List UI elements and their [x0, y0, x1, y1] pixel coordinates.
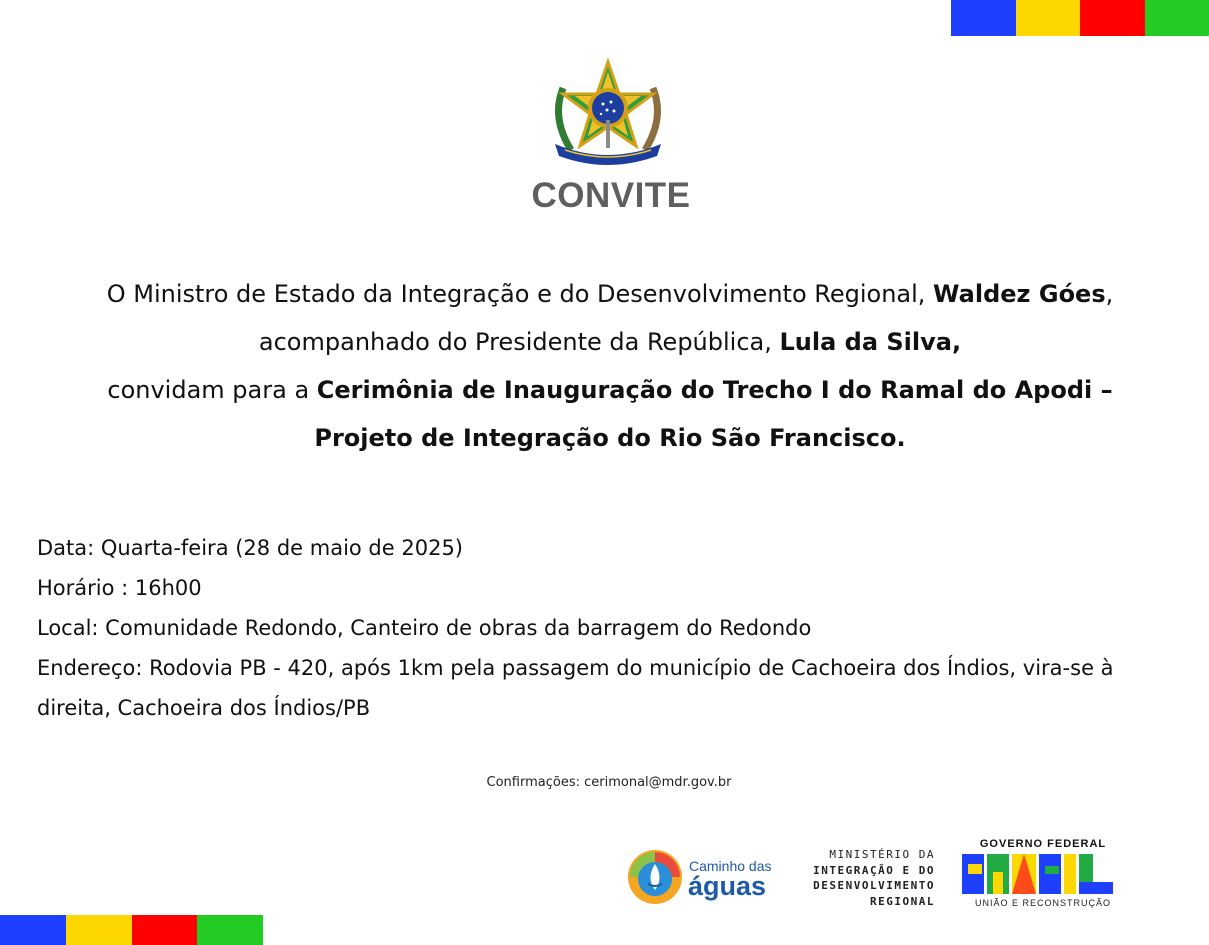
stripe-blue	[0, 915, 66, 945]
mdr-line-3: DESENVOLVIMENTO	[813, 879, 935, 892]
brasil-wordmark	[960, 852, 1126, 896]
intro-line-3	[20, 366, 1200, 414]
governo-federal-logo	[958, 838, 1128, 918]
confirmation-contact: Confirmações: cerimonal@mdr.gov.br	[486, 775, 732, 790]
president-name: Lula da Silva,	[779, 328, 962, 356]
intro-line-3-text: convidam para a	[107, 376, 317, 404]
brasil-text: BRASIL	[960, 852, 964, 853]
top-color-stripe	[951, 0, 1209, 36]
stripe-green	[197, 915, 263, 945]
caminho-label: Caminho das	[689, 858, 772, 874]
intro-line-4	[20, 414, 1200, 462]
stripe-yellow	[66, 915, 132, 945]
aguas-label: águas	[688, 871, 767, 901]
intro-line-1-end: ,	[1105, 280, 1114, 308]
intro-line-2	[20, 318, 1200, 366]
mdr-line-2: INTEGRAÇÃO E DO	[813, 863, 935, 877]
event-date: Data: Quarta-feira (28 de maio de 2025)	[37, 536, 463, 560]
gov-top-label: GOVERNO FEDERAL	[979, 838, 1107, 850]
project-name: Projeto de Integração do Rio São Francisco.	[314, 424, 906, 452]
caminho-das-aguas-logo	[626, 848, 776, 906]
event-details	[37, 528, 1172, 728]
stripe-green	[1145, 0, 1209, 36]
stripe-red	[1080, 0, 1145, 36]
intro-line-1	[20, 270, 1200, 318]
event-location: Local: Comunidade Redondo, Canteiro de obras da barragem do Redondo	[37, 616, 812, 640]
stripe-yellow	[1016, 0, 1081, 36]
brazil-coat-of-arms-icon	[545, 58, 671, 168]
mdr-line-1: MINISTÉRIO DA	[829, 848, 935, 861]
footer-logos	[0, 818, 1209, 918]
page-title: CONVITE	[531, 176, 691, 215]
intro-line-1-text: O Ministro de Estado da Integração e do Desenvolvimento Regional,	[106, 280, 934, 308]
ceremony-name: Cerimônia de Inauguração do Trecho I do Ramal do Apodi –	[316, 376, 1113, 404]
invitation-text	[20, 270, 1200, 462]
gov-bottom-label: UNIÃO E RECONSTRUÇÃO	[974, 898, 1111, 908]
intro-line-2-text: acompanhado do Presidente da República,	[258, 328, 780, 356]
stripe-blue	[951, 0, 1016, 36]
event-address: Endereço: Rodovia PB - 420, após 1km pela passagem do município de Cachoeira dos Índios, vira-se à direita, Cachoeira dos Índios/PB	[37, 656, 1114, 720]
ministerio-logo	[780, 847, 935, 909]
event-time: Horário : 16h00	[37, 576, 202, 600]
stripe-red	[132, 915, 198, 945]
minister-name: Waldez Góes	[933, 280, 1106, 308]
mdr-line-4: REGIONAL	[870, 894, 935, 908]
bottom-color-stripe	[0, 915, 263, 945]
water-drop-logo-icon	[626, 848, 684, 906]
